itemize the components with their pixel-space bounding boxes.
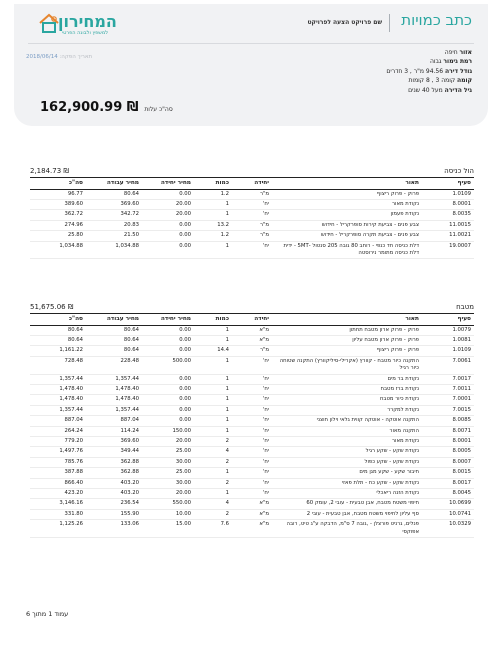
cell-labor-price: 349.44 xyxy=(86,447,142,457)
cell-unit: מ"ר xyxy=(232,346,272,356)
cell-description: התקנה מאור xyxy=(272,426,422,436)
cell-description: נקודת ברז מטבח xyxy=(272,384,422,394)
table-row xyxy=(30,241,474,259)
cell-quantity: 7.6 xyxy=(194,520,232,538)
cell-unit-price: 0.00 xyxy=(142,395,194,405)
items-table xyxy=(30,178,474,259)
column-header-description: תאור xyxy=(272,314,422,325)
cell-unit: מ"א xyxy=(232,335,272,345)
cell-total: 274.96 xyxy=(30,220,86,230)
cell-total: 1,357.44 xyxy=(30,405,86,415)
table-row xyxy=(30,416,474,426)
grand-total-value: 162,900.99 ₪ xyxy=(40,100,139,115)
cell-quantity: 4 xyxy=(194,447,232,457)
cell-labor-price: 362.88 xyxy=(86,457,142,467)
column-header-unit: יחידה xyxy=(232,178,272,189)
column-header-unit: יחידה xyxy=(232,314,272,325)
cell-labor-price: 80.64 xyxy=(86,335,142,345)
cell-item-code: 10.0329 xyxy=(422,520,474,538)
table-row xyxy=(30,499,474,509)
cell-quantity: 1 xyxy=(194,374,232,384)
cell-description: סף עליון לחיפוי משטח מטבח, אבן טבעית - עובי 2 xyxy=(272,509,422,519)
column-header-labor-price: מחיר עבודה xyxy=(86,178,142,189)
cell-total: 728.48 xyxy=(30,356,86,374)
cell-description: התקנה אוטקה - אוטקה קווית גלאי וילון חוצני xyxy=(272,416,422,426)
cell-labor-price: 403.20 xyxy=(86,489,142,499)
cell-total: 389.60 xyxy=(30,199,86,209)
cell-unit: מ"א xyxy=(232,499,272,509)
cell-quantity: 2 xyxy=(194,509,232,519)
house-icon xyxy=(38,12,60,34)
cell-quantity: 1 xyxy=(194,356,232,374)
section-name: הול כניסה xyxy=(444,167,474,175)
cell-unit-price: 20.00 xyxy=(142,199,194,209)
cell-total: 387.88 xyxy=(30,468,86,478)
cell-unit-price: 0.00 xyxy=(142,325,194,335)
cell-item-code: 7.0011 xyxy=(422,384,474,394)
cell-total: 423.20 xyxy=(30,489,86,499)
cell-item-code: 8.0071 xyxy=(422,426,474,436)
cell-unit-price: 0.00 xyxy=(142,405,194,415)
table-row xyxy=(30,231,474,241)
cell-unit: יח' xyxy=(232,457,272,467)
cell-item-code: 8.0035 xyxy=(422,210,474,220)
cell-quantity: 1 xyxy=(194,489,232,499)
cell-description: נקודת בר מים xyxy=(272,374,422,384)
cell-item-code: 7.0061 xyxy=(422,356,474,374)
brand-tagline: למשפץ ולבונה הפרטי xyxy=(62,30,109,36)
table-row xyxy=(30,436,474,446)
section-header xyxy=(30,166,474,178)
cell-unit-price: 0.00 xyxy=(142,374,194,384)
cell-total: 264.24 xyxy=(30,426,86,436)
page-number: עמוד 1 מתוך 6 xyxy=(26,610,69,618)
cell-unit-price: 30.00 xyxy=(142,478,194,488)
cell-unit-price: 0.00 xyxy=(142,189,194,199)
cell-total: 331.80 xyxy=(30,509,86,519)
cell-description: פרוק - פרוק ריצוף xyxy=(272,189,422,199)
cell-description: נקודת מאור xyxy=(272,436,422,446)
cell-labor-price: 1,478.40 xyxy=(86,384,142,394)
cell-unit-price: 0.00 xyxy=(142,346,194,356)
cell-labor-price: 21.50 xyxy=(86,231,142,241)
table-header-row xyxy=(30,314,474,325)
cell-labor-price: 133.06 xyxy=(86,520,142,538)
cell-quantity: 1 xyxy=(194,335,232,345)
cell-item-code: 1.0081 xyxy=(422,335,474,345)
property-apartment-size: גודל דירה 94.56 מ"ר , 3 חדרים xyxy=(386,67,472,75)
column-header-description: תאור xyxy=(272,178,422,189)
cell-description: צבע פנים - צביעת תקרה סופרקריל - חידוש xyxy=(272,231,422,241)
column-header-item-code: סעיף xyxy=(422,314,474,325)
table-row xyxy=(30,374,474,384)
cell-labor-price: 369.60 xyxy=(86,436,142,446)
cell-item-code: 11.0015 xyxy=(422,220,474,230)
cell-total: 779.20 xyxy=(30,436,86,446)
cell-total: 887.04 xyxy=(30,416,86,426)
column-header-total: סה"כ xyxy=(30,314,86,325)
cell-unit-price: 25.00 xyxy=(142,447,194,457)
cell-labor-price: 1,357.44 xyxy=(86,374,142,384)
cell-item-code: 8.0045 xyxy=(422,489,474,499)
cell-labor-price: 362.88 xyxy=(86,468,142,478)
cell-description: נקודת פעמון xyxy=(272,210,422,220)
cell-description: חיבור שקע - שקע מגן מים xyxy=(272,468,422,478)
table-row xyxy=(30,457,474,467)
items-table xyxy=(30,314,474,538)
table-row xyxy=(30,210,474,220)
property-area: אזור חיפה xyxy=(444,49,472,56)
header-top-bar xyxy=(28,4,474,44)
title-divider xyxy=(389,14,390,32)
cell-item-code: 8.0015 xyxy=(422,468,474,478)
cell-unit: מ"א xyxy=(232,325,272,335)
cell-description: התקנה כיור מטבח - קוורץ (אקרילי-סיליקוורץ) התקנה שטוחה כיור רגיל xyxy=(272,356,422,374)
cell-unit: יח' xyxy=(232,447,272,457)
cell-unit-price: 500.00 xyxy=(142,356,194,374)
cell-total: 1,034.88 xyxy=(30,241,86,259)
table-row xyxy=(30,468,474,478)
cell-unit: יח' xyxy=(232,374,272,384)
cell-description: נקודת מאור xyxy=(272,199,422,209)
cell-item-code: 1.0109 xyxy=(422,346,474,356)
cell-labor-price: 20.83 xyxy=(86,220,142,230)
table-row xyxy=(30,447,474,457)
cell-description: צבע פנים - צביעת קירות סופרקריל - חידוש xyxy=(272,220,422,230)
property-apartment-age: גיל הדירה מעל 40 שנים xyxy=(408,86,472,94)
column-header-unit-price: מחיר יחידה xyxy=(142,314,194,325)
cell-description: נקודת למקרר xyxy=(272,405,422,415)
cell-description: נקודת הזנה ריאכלי xyxy=(272,489,422,499)
cell-unit-price: 0.00 xyxy=(142,384,194,394)
section-total: 2,184.73 ₪ xyxy=(30,167,69,175)
cell-unit-price: 0.00 xyxy=(142,231,194,241)
cell-unit-price: 0.00 xyxy=(142,241,194,259)
table-row xyxy=(30,489,474,499)
cell-item-code: 8.0017 xyxy=(422,478,474,488)
property-floor: קומה קומה 3 , 8 קומות xyxy=(408,77,472,85)
cell-unit: יח' xyxy=(232,356,272,374)
table-row xyxy=(30,509,474,519)
cell-total: 866.40 xyxy=(30,478,86,488)
table-header-row xyxy=(30,178,474,189)
cell-unit: יח' xyxy=(232,489,272,499)
cell-unit: יח' xyxy=(232,241,272,259)
cell-total: 80.64 xyxy=(30,325,86,335)
cell-labor-price: 155.90 xyxy=(86,509,142,519)
cell-item-code: 10.0741 xyxy=(422,509,474,519)
cell-quantity: 1.2 xyxy=(194,189,232,199)
cell-unit: יח' xyxy=(232,395,272,405)
cell-labor-price: 80.64 xyxy=(86,346,142,356)
date-label: תאריך הפקה: xyxy=(59,54,93,60)
section-total: 51,675.06 ₪ xyxy=(30,303,74,311)
table-row xyxy=(30,426,474,436)
cell-quantity: 14.4 xyxy=(194,346,232,356)
grand-total-label: סה"כ עלות xyxy=(144,106,173,113)
cell-labor-price: 1,357.44 xyxy=(86,405,142,415)
cell-labor-price: 369.60 xyxy=(86,199,142,209)
cell-labor-price: 1,478.40 xyxy=(86,395,142,405)
cell-quantity: 1 xyxy=(194,241,232,259)
cell-total: 1,478.40 xyxy=(30,384,86,394)
column-header-item-code: סעיף xyxy=(422,178,474,189)
cell-unit: יח' xyxy=(232,384,272,394)
cell-quantity: 1 xyxy=(194,468,232,478)
cell-unit-price: 30.00 xyxy=(142,457,194,467)
cell-quantity: 4 xyxy=(194,499,232,509)
cell-quantity: 1.2 xyxy=(194,231,232,241)
cell-unit: יח' xyxy=(232,468,272,478)
section-entrance-hall xyxy=(30,166,474,259)
section-name: מטבח xyxy=(456,303,474,311)
cell-item-code: 7.0017 xyxy=(422,374,474,384)
cell-quantity: 1 xyxy=(194,405,232,415)
table-row xyxy=(30,189,474,199)
cell-description: נקודת כיור מטבח xyxy=(272,395,422,405)
cell-unit-price: 0.00 xyxy=(142,220,194,230)
column-header-quantity: כמות xyxy=(194,314,232,325)
cell-quantity: 1 xyxy=(194,416,232,426)
cell-quantity: 1 xyxy=(194,210,232,220)
cell-unit: יח' xyxy=(232,405,272,415)
cell-unit-price: 0.00 xyxy=(142,416,194,426)
cell-item-code: 8.0001 xyxy=(422,199,474,209)
table-row xyxy=(30,335,474,345)
cell-total: 1,161.22 xyxy=(30,346,86,356)
cell-item-code: 10.0699 xyxy=(422,499,474,509)
cell-description: נקודת שקע - שקע כפול xyxy=(272,457,422,467)
table-row xyxy=(30,395,474,405)
cell-unit-price: 20.00 xyxy=(142,210,194,220)
cell-unit-price: 20.00 xyxy=(142,489,194,499)
column-header-quantity: כמות xyxy=(194,178,232,189)
cell-labor-price: 236.54 xyxy=(86,499,142,509)
cell-unit: יח' xyxy=(232,199,272,209)
cell-quantity: 1 xyxy=(194,384,232,394)
document-title: כתב כמויות xyxy=(401,11,472,29)
cell-item-code: 1.0109 xyxy=(422,189,474,199)
cell-unit: מ"ר xyxy=(232,220,272,230)
cell-total: 362.72 xyxy=(30,210,86,220)
cell-unit: מ"א xyxy=(232,509,272,519)
property-finish-level: רמת גימור גבוה xyxy=(429,58,472,66)
section-header xyxy=(30,302,474,314)
cell-description: חיפוי משטח מטבח, אבן טבעית - עובי 2, עומק 60 xyxy=(272,499,422,509)
cell-total: 96.77 xyxy=(30,189,86,199)
cell-item-code: 7.0001 xyxy=(422,395,474,405)
cell-quantity: 1 xyxy=(194,199,232,209)
cell-unit: יח' xyxy=(232,436,272,446)
cell-total: 1,497.76 xyxy=(30,447,86,457)
cell-labor-price: 403.20 xyxy=(86,478,142,488)
cell-item-code: 11.0021 xyxy=(422,231,474,241)
cell-labor-price: 114.24 xyxy=(86,426,142,436)
cell-description: פרוק - פרוק ארון מטבח עליון xyxy=(272,335,422,345)
cell-item-code: 8.0085 xyxy=(422,416,474,426)
cell-labor-price: 80.64 xyxy=(86,325,142,335)
column-header-total: סה"כ xyxy=(30,178,86,189)
column-header-labor-price: מחיר עבודה xyxy=(86,314,142,325)
table-row xyxy=(30,325,474,335)
cell-item-code: 8.0007 xyxy=(422,457,474,467)
cell-item-code: 8.0001 xyxy=(422,436,474,446)
cell-description: פרוק - פרוק ריצוף xyxy=(272,346,422,356)
cell-description: דלת כניסה חד כנפי - רוחב 80 גובה 205 סנטול -5MT - ידית דלת כניסה מתומר נירוסטה xyxy=(272,241,422,259)
cell-description: נקודת שקע - שקע כח - תלת פאזי xyxy=(272,478,422,488)
cell-item-code: 8.0005 xyxy=(422,447,474,457)
header-card xyxy=(14,4,488,126)
cell-total: 1,125.26 xyxy=(30,520,86,538)
cell-description: פנלים, גרניט פורצלן - ,גובה 7 ס"מ, הדבקה ע"ג טיט, רובה אפוקסי xyxy=(272,520,422,538)
brand-name: המחירון xyxy=(58,12,117,31)
cell-quantity: 2 xyxy=(194,436,232,446)
cell-unit-price: 20.00 xyxy=(142,436,194,446)
cell-labor-price: 80.64 xyxy=(86,189,142,199)
table-row xyxy=(30,346,474,356)
cell-unit: יח' xyxy=(232,210,272,220)
cell-total: 3,146.16 xyxy=(30,499,86,509)
cell-quantity: 2 xyxy=(194,478,232,488)
date-value: 2018/06/14 xyxy=(26,54,58,60)
cell-unit: יח' xyxy=(232,426,272,436)
table-row xyxy=(30,405,474,415)
cell-description: פרוק - פרוק ארון מטבח תחתון xyxy=(272,325,422,335)
cell-total: 1,357.44 xyxy=(30,374,86,384)
cell-unit-price: 0.00 xyxy=(142,335,194,345)
cell-unit-price: 25.00 xyxy=(142,468,194,478)
cell-total: 25.80 xyxy=(30,231,86,241)
production-date xyxy=(26,54,92,60)
table-row xyxy=(30,199,474,209)
table-row xyxy=(30,384,474,394)
cell-quantity: 1 xyxy=(194,325,232,335)
cell-unit: יח' xyxy=(232,478,272,488)
cell-description: נקודת שקע - שקע רגיל xyxy=(272,447,422,457)
grand-total xyxy=(40,100,173,115)
cell-quantity: 2 xyxy=(194,457,232,467)
cell-labor-price: 1,034.88 xyxy=(86,241,142,259)
cell-quantity: 1 xyxy=(194,395,232,405)
cell-quantity: 1 xyxy=(194,426,232,436)
cell-total: 785.76 xyxy=(30,457,86,467)
cell-labor-price: 342.72 xyxy=(86,210,142,220)
cell-unit: מ"א xyxy=(232,520,272,538)
cell-item-code: 7.0015 xyxy=(422,405,474,415)
cell-unit: מ"ר xyxy=(232,231,272,241)
brand-logo xyxy=(38,10,148,38)
cell-total: 80.64 xyxy=(30,335,86,345)
cell-unit: יח' xyxy=(232,416,272,426)
table-row xyxy=(30,220,474,230)
cell-unit-price: 15.00 xyxy=(142,520,194,538)
column-header-unit-price: מחיר יחידה xyxy=(142,178,194,189)
table-row xyxy=(30,356,474,374)
cell-labor-price: 887.04 xyxy=(86,416,142,426)
cell-unit-price: 550.00 xyxy=(142,499,194,509)
cell-item-code: 19.0007 xyxy=(422,241,474,259)
project-label: שם פרויקט הצעה לפרויקט xyxy=(307,19,382,26)
cell-unit-price: 150.00 xyxy=(142,426,194,436)
section-kitchen xyxy=(30,302,474,538)
table-row xyxy=(30,478,474,488)
cell-unit-price: 10.00 xyxy=(142,509,194,519)
table-row xyxy=(30,520,474,538)
cell-quantity: 13.2 xyxy=(194,220,232,230)
apartment-properties xyxy=(252,48,472,95)
cell-item-code: 1.0079 xyxy=(422,325,474,335)
cell-total: 1,478.40 xyxy=(30,395,86,405)
cell-labor-price: 228.48 xyxy=(86,356,142,374)
cell-unit: מ"ר xyxy=(232,189,272,199)
